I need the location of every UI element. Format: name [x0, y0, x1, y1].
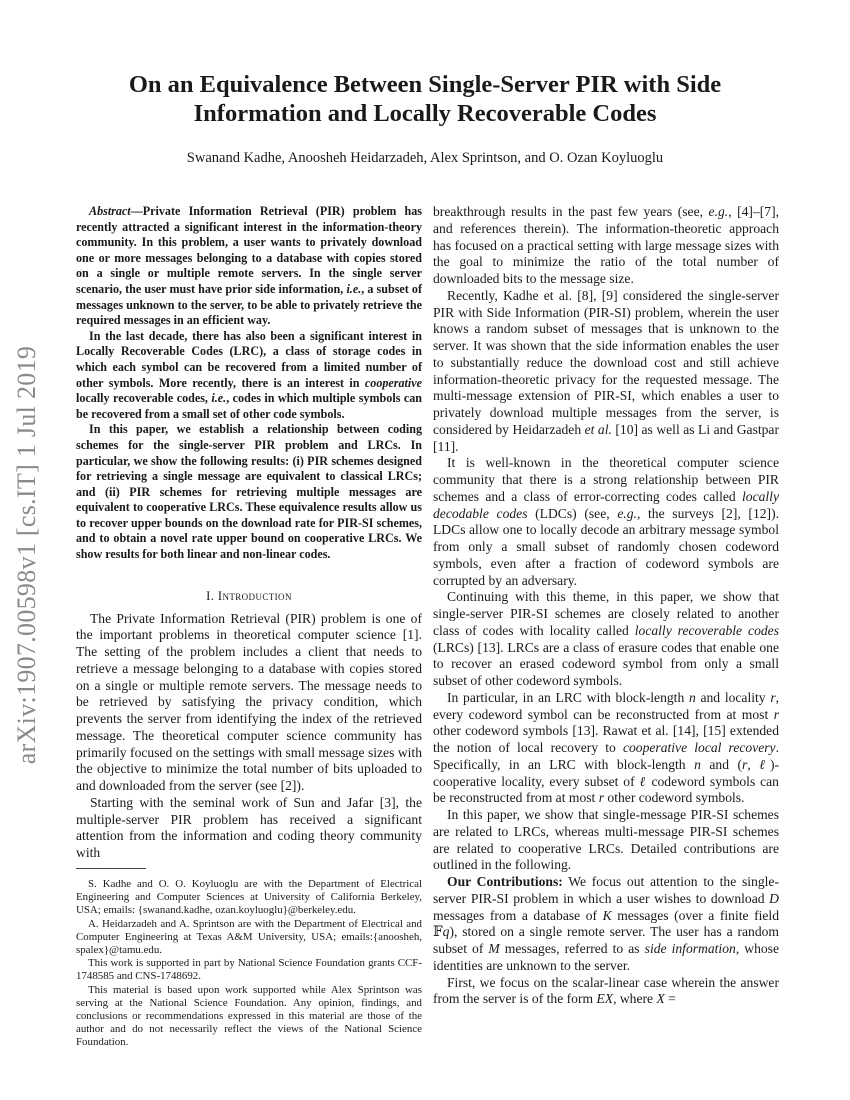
emphasis-text: locally decodable codes [433, 488, 779, 521]
body-paragraph: First, we focus on the scalar-linear case wherein the answer from the server is of the form EX, where X = [433, 974, 779, 1007]
left-column [76, 204, 422, 862]
abstract [76, 204, 422, 563]
emphasis-text: M [488, 941, 500, 956]
emphasis-text: Abstract [89, 204, 131, 218]
introduction-text [76, 611, 422, 862]
abstract-paragraph: Abstract—Private Information Retrieval (PIR) problem has recently attracted a significant interest in the information-theory community. In this problem, a user wants to privately download one or more messages belonging to a database with copies stored on a single or multiple remote servers. In the single server scenario, the user must have prior side information, i.e., a subset of messages unknown to the server, to be able to privately retrieve the required messages in an efficient way. [76, 204, 422, 328]
emphasis-text: i.e. [211, 391, 227, 406]
author-list: Swanand Kadhe, Anoosheh Heidarzadeh, Alex Sprintson, and O. Ozan Koyluoglu [186, 150, 664, 166]
emphasis-text: et al. [584, 421, 612, 437]
emphasis-text: side information [644, 941, 736, 956]
body-paragraph: Starting with the seminal work of Sun and Jafar [3], the multiple-server PIR problem has received a significant attention from the information and coding theory community with [76, 794, 422, 861]
emphasis-text: X [656, 991, 665, 1007]
emphasis-text: K [602, 907, 612, 923]
emphasis-text: r [742, 756, 748, 772]
abstract-paragraph: In this paper, we establish a relationship between coding schemes for the single-server PIR problem and LRCs. In particular, we show the following results: (i) PIR schemes designed for retrieving a single message are equivalent to classical LRCs; and (ii) PIR schemes for retrieving multiple messages are equivalent to cooperative LRCs. These equivalence results allow us to recover upper bounds on the download rate for PIR-SI schemes, and to obtain a novel rate upper bound on cooperative LRCs. We show results for both linear and non-linear codes. [76, 422, 422, 562]
footnote: A. Heidarzadeh and A. Sprintson are with the Department of Electrical and Computer Engineering at Texas A&M University, USA; emails:{anoosheh, spalex}@tamu.edu. [76, 917, 422, 957]
title-line-1: On an Equivalence Between Single-Server PIR with Side [128, 71, 722, 98]
body-paragraph: Our Contributions: We focus out attention to the single-server PIR-SI problem in which a user wishes to download D messages from a database of K messages (over a finite field 𝔽q), stored on a single remote server. The user has a random subset of M messages, referred to as side information, whose identities are unknown to the server. [433, 874, 779, 973]
arxiv-identifier: arXiv:1907.00598v1 [cs.IT] 1 Jul 2019 [12, 345, 41, 765]
footnote-rule [76, 868, 146, 869]
emphasis-text: i.e. [346, 281, 362, 296]
footnote: S. Kadhe and O. O. Koyluoglu are with the Department of Electrical Engineering and Computer Sciences at University of California Berkeley, USA; emails: {swanand.kadhe, ozan.koyluoglu}@berkeley.edu. [76, 878, 422, 917]
emphasis-text: EX [596, 991, 614, 1007]
emphasis-text: n [688, 689, 696, 705]
bold-text: Our Contributions: [447, 874, 563, 889]
emphasis-text: q [442, 924, 450, 940]
footnote: This work is supported in part by National Science Foundation grants CCF-1748585 and CNS-1748692. [76, 957, 422, 983]
abstract-paragraph: In the last decade, there has also been a significant interest in Locally Recoverable Codes (LRC), a class of storage codes in which each symbol can be recovered from a limited number of other symbols. More recently, there is an interest in cooperative locally recoverable codes, i.e., codes in which multiple symbols can be recovered from a small set of other code symbols. [76, 328, 422, 421]
emphasis-text: cooperative local recovery [622, 740, 776, 755]
emphasis-text: e.g. [708, 204, 729, 219]
emphasis-text: D [769, 890, 779, 906]
section-heading [76, 589, 422, 604]
emphasis-text: ℓ [639, 773, 647, 789]
emphasis-text: cooperative [364, 375, 422, 390]
body-paragraph: In this paper, we show that single-message PIR-SI schemes are related to LRCs, whereas multi-message PIR-SI schemes are related to cooperative LRCs. Detailed contributions are outlined in the following. [433, 807, 779, 873]
section-number: I. [206, 588, 215, 603]
body-paragraph: It is well-known in the theoretical computer science community that there is a strong relationship between PIR schemes and a class of error-correcting codes called locally decodable codes (LDCs) (see, e.g., the surveys [2], [12]). LDCs allow one to locally decode an arbitrary message symbol from only a small subset of randomly chosen codeword symbols, even after a fraction of codeword symbols are corrupted by an adversary. [433, 455, 779, 588]
title-line-2: Information and Locally Recoverable Codes [193, 100, 657, 127]
footnotes [76, 878, 422, 1050]
body-paragraph: In particular, in an LRC with block-length n and locality r, every codeword symbol can be reconstructed from at most r other codeword symbols [13]. Rawat et al. [14], [15] extended the notion of local recovery to cooperative local recovery. Specifically, in an LRC with block-length n and (r, ℓ)-cooperative locality, every subset of ℓ codeword symbols can be reconstructed from at most r other codeword symbols. [433, 689, 780, 806]
paper-title [60, 70, 790, 128]
body-paragraph: breakthrough results in the past few years (see, e.g., [4]–[7], and references therein). The information-theoretic approach has focused on a practical setting with large message sizes with the goal to minimize the ratio of the total number of downloaded bits to the message size. [433, 204, 780, 286]
right-column [433, 204, 779, 1008]
emphasis-text: r [773, 706, 779, 722]
emphasis-text: r [598, 790, 605, 806]
emphasis-text: locally recoverable codes [634, 622, 779, 638]
body-paragraph: Recently, Kadhe et al. [8], [9] considered the single-server PIR with Side Information (PIR-SI) problem, wherein the user knows a random subset of messages that is unknown to the server. It was shown that the side information enables the user to substantially reduce the download cost and still achieve information-theoretic privacy for the requested message. The multi-message extension of PIR-SI, which enables a user to privately download multiple messages from the server, is considered by Heidarzadeh et al. [10] as well as Li and Gastpar [11]. [433, 287, 779, 454]
footnote: This material is based upon work supported while Alex Sprintson was serving at the National Science Foundation. Any opinion, findings, and conclusions or recommendations expressed in this material are those of the author and do not necessarily reflect the views of the National Science Foundation. [76, 983, 422, 1049]
section-title: Introduction [217, 588, 292, 603]
emphasis-text: n [694, 756, 701, 772]
body-paragraph: The Private Information Retrieval (PIR) problem is one of the important problems in theoretical computer science [1]. The setting of the problem includes a client that needs to retrieve a message belonging to a database with copies stored on a single or multiple remote servers. The message needs to be retrieved by satisfying the privacy condition, which prevents the server from identifying the index of the retrieved message. The theoretical computer science community has primarily focused on the settings with small message sizes with the objective to minimize the total number of bits uploaded to and downloaded from the server (see [2]). [76, 610, 422, 794]
emphasis-text: r [770, 689, 776, 705]
emphasis-text: ℓ [759, 756, 770, 772]
emphasis-text: e.g. [617, 505, 637, 521]
body-paragraph: Continuing with this theme, in this paper, we show that single-server PIR-SI schemes are closely related to another class of codes with locality called locally recoverable codes (LRCs) [13]. LRCs are a class of erasure codes that enable one to recover an erased codeword symbol from only a small subset of other codeword symbols. [433, 589, 779, 688]
